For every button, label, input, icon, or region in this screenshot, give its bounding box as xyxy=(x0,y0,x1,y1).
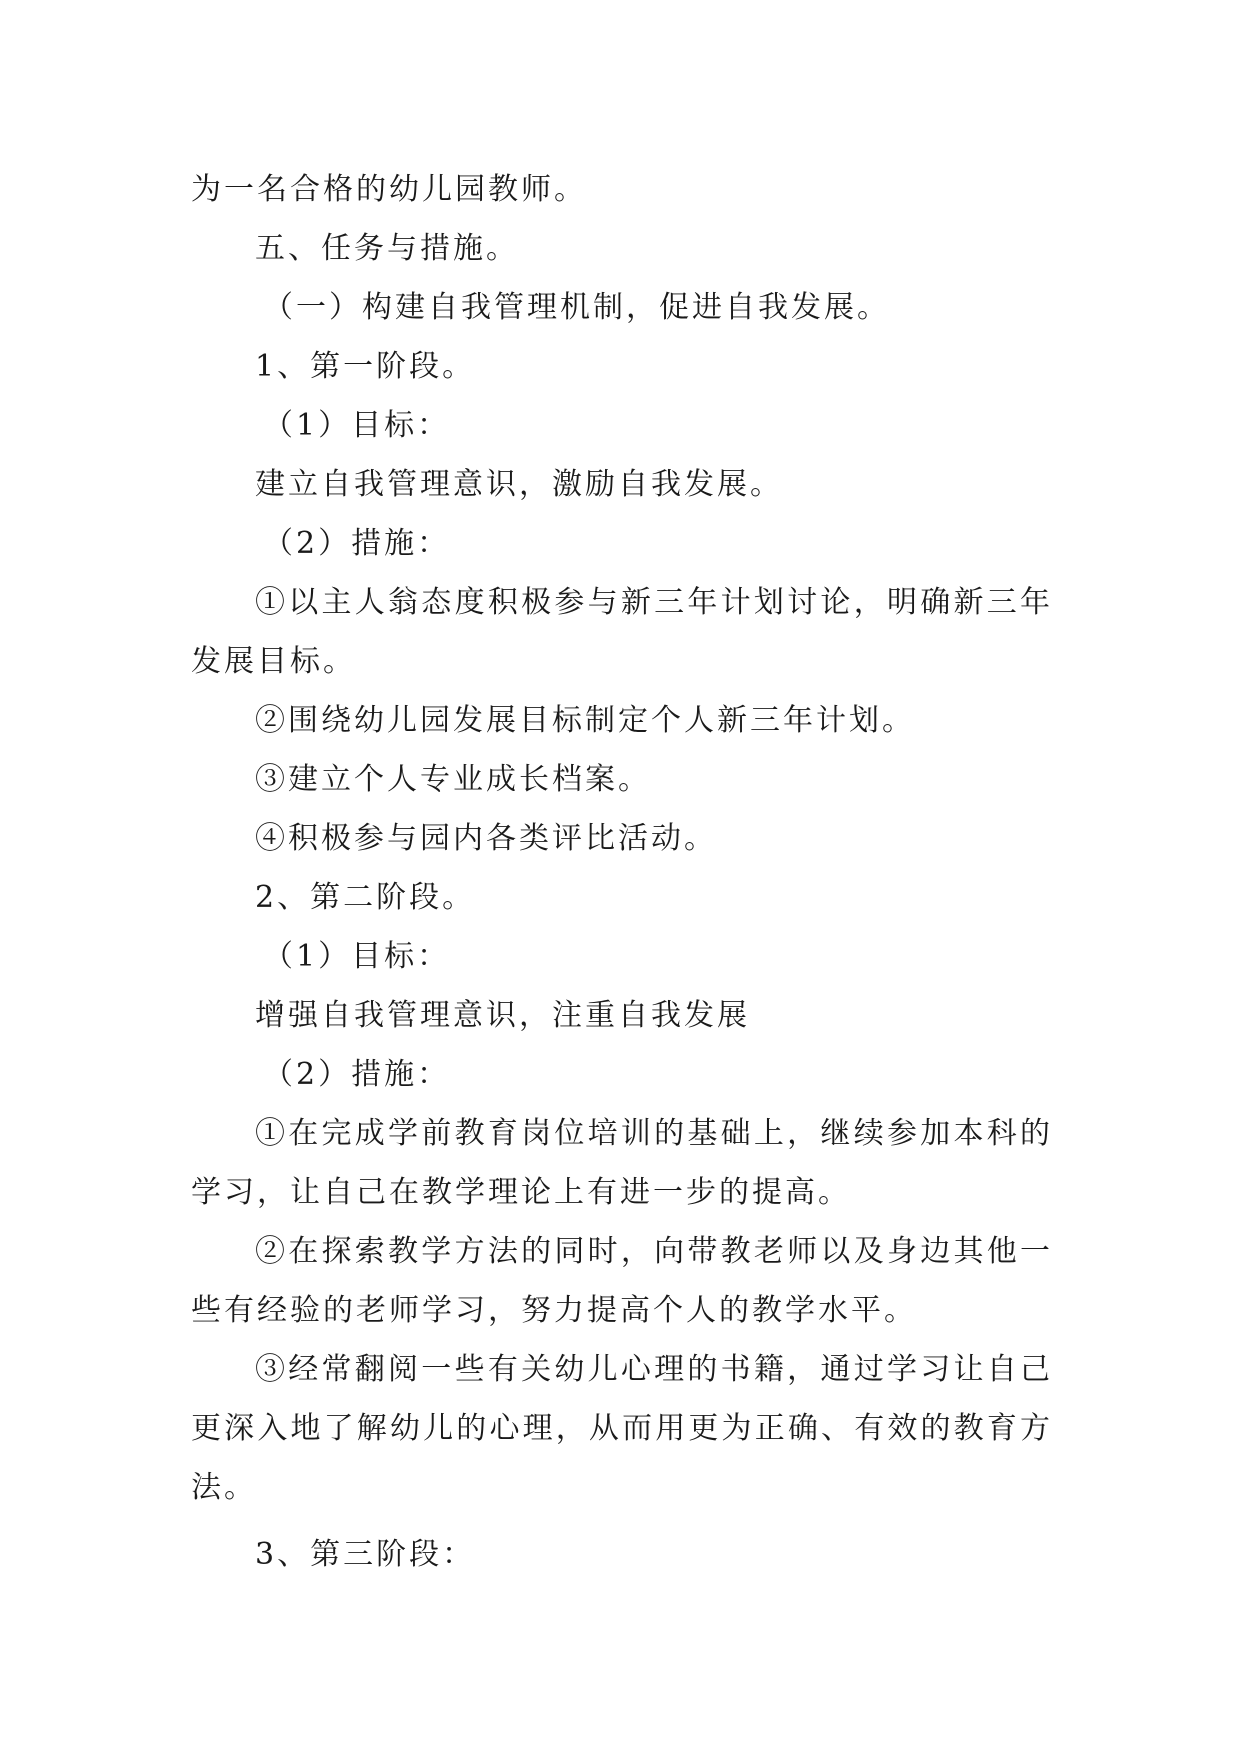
item-heading: （1）目标： xyxy=(263,408,451,443)
text-line: 建立自我管理意识，激励自我发展。 xyxy=(255,467,783,502)
item-heading: （1）目标： xyxy=(263,939,451,974)
text-line: 为一名合格的幼儿园教师。 xyxy=(191,172,587,207)
paragraph: ①以主人翁态度积极参与新三年计划讨论，明确新三年发展目标。 xyxy=(191,585,1053,679)
document-body xyxy=(191,160,1053,1584)
text-line: 增强自我管理意识，注重自我发展 xyxy=(255,998,750,1033)
stage-heading: 1、第一阶段。 xyxy=(255,349,476,384)
stage-heading: 2、第二阶段。 xyxy=(255,880,476,915)
item-heading: （2）措施： xyxy=(263,526,451,561)
paragraph: ①在完成学前教育岗位培训的基础上，继续参加本科的学习，让自己在教学理论上有进一步的提高。 xyxy=(191,1116,1053,1210)
text-line: ②围绕幼儿园发展目标制定个人新三年计划。 xyxy=(255,703,915,738)
text-line: ④积极参与园内各类评比活动。 xyxy=(255,821,717,856)
item-heading: （2）措施： xyxy=(263,1057,451,1092)
subsection-heading: （一）构建自我管理机制，促进自我发展。 xyxy=(263,290,890,325)
text-line: ③建立个人专业成长档案。 xyxy=(255,762,651,797)
spacer xyxy=(191,1517,1053,1525)
section-heading: 五、任务与措施。 xyxy=(255,231,519,266)
stage-heading: 3、第三阶段： xyxy=(255,1537,476,1572)
paragraph: ②在探索教学方法的同时，向带教老师以及身边其他一些有经验的老师学习，努力提高个人的教学水平。 xyxy=(191,1234,1053,1328)
paragraph: ③经常翻阅一些有关幼儿心理的书籍，通过学习让自己更深入地了解幼儿的心理，从而用更为正确、有效的教育方法。 xyxy=(191,1352,1053,1505)
